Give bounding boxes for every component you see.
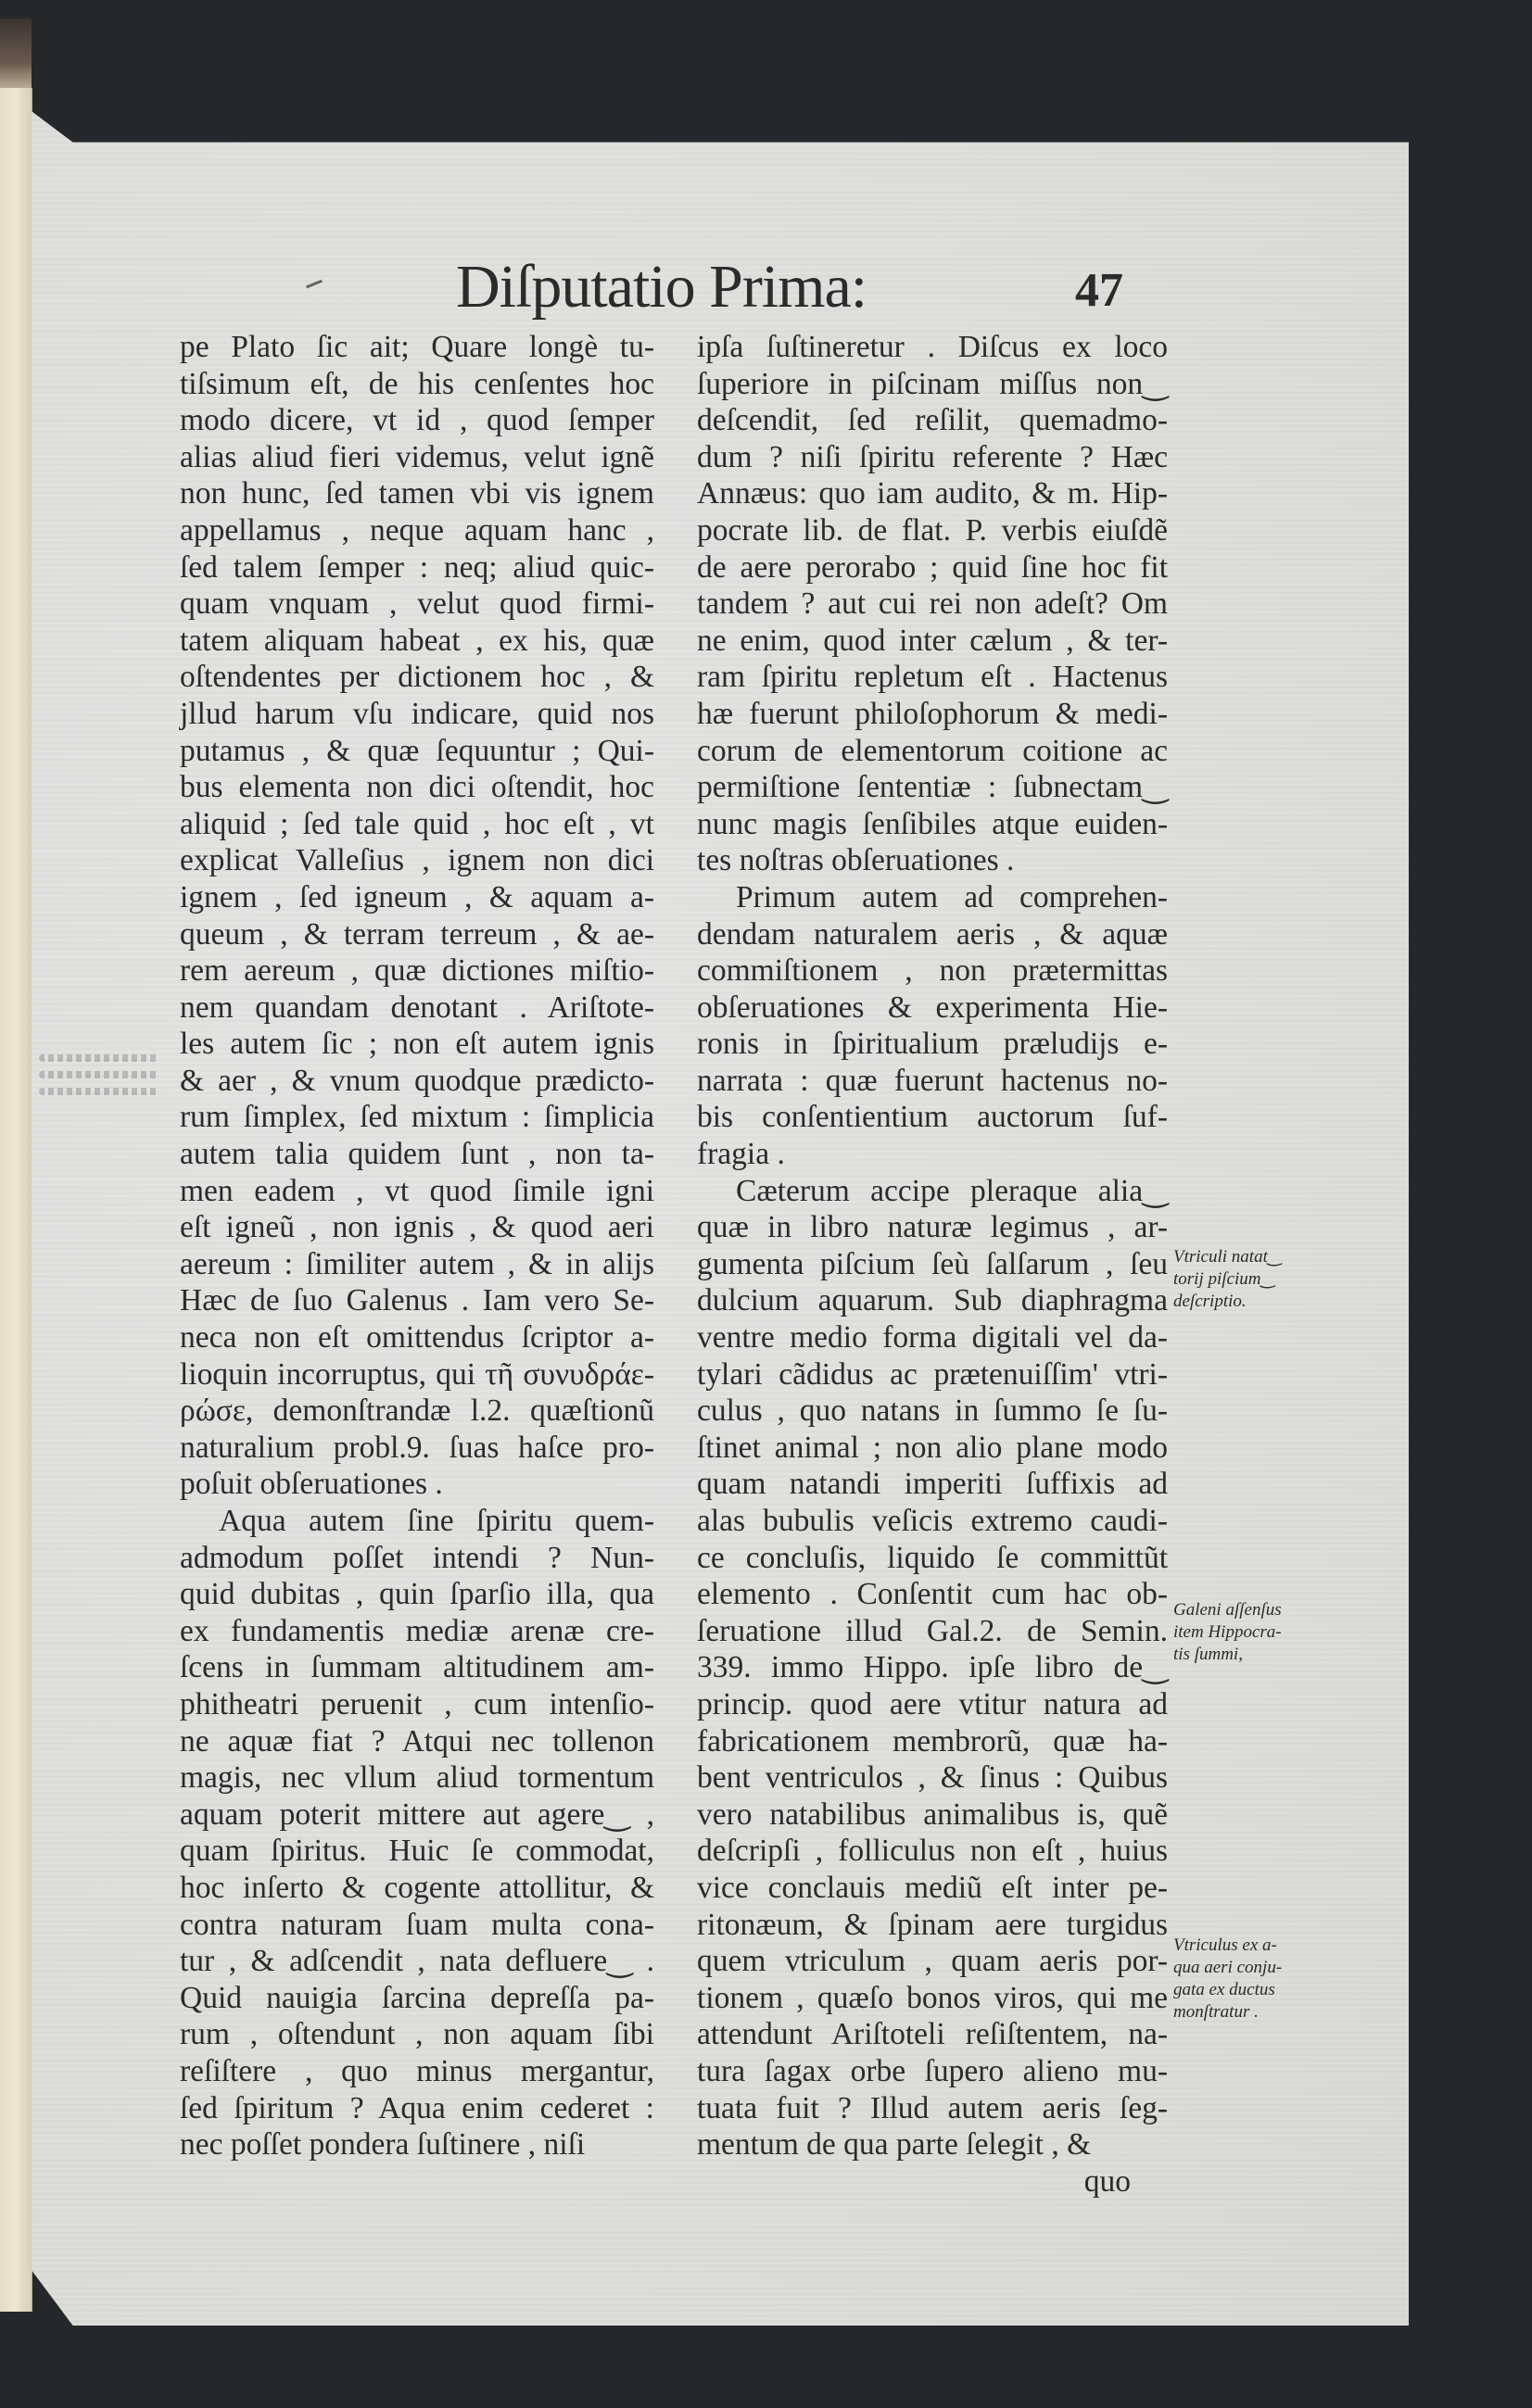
- text-line: ram ſpiritu repletum eſt . Hactenus: [697, 660, 1168, 695]
- text-line: corum de elementorum coitione ac: [697, 733, 1168, 768]
- text-line: putamus , & quæ ſequuntur ; Qui-: [180, 733, 654, 768]
- text-line: ρώσε, demonſtrandæ l.2. quæſtionũ: [180, 1393, 654, 1429]
- text-line: contra naturam ſuam multa cona-: [180, 1907, 654, 1942]
- margin-note: [1173, 1599, 1331, 1666]
- text-line: ne aquæ fiat ? Atqui nec tollenon: [180, 1723, 654, 1759]
- text-line: culus , quo natans in ſummo ſe ſu-: [697, 1393, 1168, 1429]
- text-line: tatem aliquam habeat , ex his, quæ: [180, 623, 654, 658]
- margin-note-line: tis ſummi,: [1173, 1645, 1243, 1664]
- text-line: reſiſtere , quo minus mergantur,: [180, 2053, 654, 2088]
- text-line: tylari cãdidus ac prætenuiſſim' vtri-: [697, 1356, 1168, 1392]
- text-line: permiſtione ſententiæ : ſubnectam‿: [697, 770, 1168, 805]
- margin-note: [1173, 1935, 1331, 2023]
- text-line: pocrate lib. de flat. P. verbis eiuſdẽ: [697, 512, 1168, 548]
- text-line: princip. quod aere vtitur natura ad: [697, 1686, 1168, 1721]
- text-line: non hunc, ſed tamen vbi vis ignem: [180, 476, 654, 511]
- text-line: attendunt Ariſtoteli reſiſtentem, na-: [697, 2017, 1168, 2052]
- text-line: hæ fuerunt philoſophorum & medi-: [697, 696, 1168, 731]
- text-line: jllud harum vſu indicare, quid nos: [180, 696, 654, 731]
- bleed-through-marks: [39, 1045, 159, 1110]
- text-line: tandem ? aut cui rei non adeſt? Om: [697, 586, 1168, 622]
- text-line: fabricationem membrorũ, quæ ha-: [697, 1723, 1168, 1759]
- text-line: hoc inſerto & cogente attollitur, &: [180, 1870, 654, 1905]
- text-line: obſeruationes & experimenta Hie-: [697, 990, 1168, 1025]
- text-line: tionem , quæſo bonos viros, qui me: [697, 1980, 1168, 2015]
- text-line: magis, nec vllum aliud tormentum: [180, 1760, 654, 1796]
- text-line: quid dubitas , quin ſparſio illa, qua: [180, 1577, 654, 1612]
- text-line: dum ? niſi ſpiritu referente ? Hæc: [697, 439, 1168, 474]
- text-line: tur , & adſcendit , nata defluere‿ .: [180, 1944, 654, 1979]
- text-line: eſt igneũ , non ignis , & quod aeri: [180, 1210, 654, 1245]
- text-line: phitheatri peruenit , cum intenſio-: [180, 1686, 654, 1721]
- text-line: explicat Valleſius , ignem non dici: [180, 843, 654, 878]
- text-line: bent ventriculos , & ſinus : Quibus: [697, 1760, 1168, 1796]
- text-line: tuata fuit ? Illud autem aeris ſeg-: [697, 2090, 1168, 2125]
- text-line: Aqua autem ſine ſpiritu quem-: [219, 1504, 654, 1538]
- margin-note-line: qua aeri conju-: [1173, 1958, 1283, 1977]
- text-line: commiſtionem , non prætermittas: [697, 953, 1168, 989]
- text-line: ronis in ſpiritualium præludijs e-: [697, 1027, 1168, 1062]
- text-line: oſtendentes per dictionem hoc , &: [180, 660, 654, 695]
- text-line: rum , oſtendunt , non aquam ſibi: [180, 2017, 654, 2052]
- text-line: tes noſtras obſeruationes .: [697, 843, 1015, 878]
- text-line: vero natabilibus animalibus is, quẽ: [697, 1797, 1168, 1832]
- text-line: Hæc de ſuo Galenus . Iam vero Se-: [180, 1283, 654, 1318]
- text-line: ſed ſpiritum ? Aqua enim cederet :: [180, 2090, 654, 2125]
- text-line: quam vnquam , velut quod firmi-: [180, 586, 654, 622]
- text-line: ce concluſis, liquido ſe committũt: [697, 1540, 1168, 1575]
- text-line: men eadem , vt quod ſimile igni: [180, 1173, 654, 1208]
- left-text-column: [180, 329, 654, 2163]
- text-line: elemento . Conſentit cum hac ob-: [697, 1577, 1168, 1612]
- text-line: lioquin incorruptus, qui τῆ συνυδράε-: [180, 1356, 654, 1392]
- text-line: dendam naturalem aeris , & aquæ: [697, 916, 1168, 952]
- book-spine-top: [0, 19, 32, 93]
- margin-note-line: monſtratur .: [1173, 2002, 1259, 2022]
- text-line: admodum poſſet intendi ? Nun-: [180, 1540, 654, 1575]
- text-line: ſuperiore in piſcinam miſſus non‿: [697, 366, 1168, 401]
- text-line: aereum : ſimiliter autem , & in alijs: [180, 1246, 654, 1281]
- text-line: 339. immo Hippo. ipſe libro de‿: [697, 1650, 1168, 1685]
- text-line: autem talia quidem ſunt , non ta-: [180, 1137, 654, 1172]
- margin-note: [1173, 1246, 1331, 1313]
- text-line: quam natandi imperiti ſuffixis ad: [697, 1467, 1168, 1502]
- text-line: quæ in libro naturæ legimus , ar-: [697, 1210, 1168, 1245]
- text-line: narrata : quæ fuerunt hactenus no-: [697, 1063, 1168, 1098]
- text-line: quem vtriculum , quam aeris por-: [697, 1944, 1168, 1979]
- text-line: vice conclauis mediũ eſt inter pe-: [697, 1870, 1168, 1905]
- margin-note-line: torij piſcium‿: [1173, 1269, 1275, 1289]
- text-line: alas bubulis veſicis extremo caudi-: [697, 1504, 1168, 1538]
- text-line: naturalium probl.9. ſuas haſce pro-: [180, 1430, 654, 1465]
- text-line: ritonæum, & ſpinam aere turgidus: [697, 1907, 1168, 1942]
- text-line: fragia .: [697, 1137, 785, 1172]
- text-line: bus elementa non dici oſtendit, hoc: [180, 770, 654, 805]
- text-line: ventre medio forma digitali vel da-: [697, 1320, 1168, 1355]
- text-line: nec poſſet pondera ſuſtinere , niſi: [180, 2127, 586, 2162]
- text-line: ſtinet animal ; non alio plane modo: [697, 1430, 1168, 1465]
- text-line: appellamus , neque aquam hanc ,: [180, 512, 654, 548]
- text-line: ex fundamentis mediæ arenæ cre-: [180, 1613, 654, 1648]
- text-line: rum ſimplex, ſed mixtum : ſimplicia: [180, 1100, 654, 1135]
- text-line: pe Plato ſic ait; Quare longè tu-: [180, 330, 654, 364]
- text-line: ſcens in ſummam altitudinem am-: [180, 1650, 654, 1685]
- text-line: deſcendit, ſed reſilit, quemadmo-: [697, 403, 1168, 438]
- text-line: ſeruatione illud Gal.2. de Semin.: [697, 1613, 1168, 1648]
- text-line: mentum de qua parte ſelegit , &: [697, 2127, 1092, 2162]
- running-header: [456, 248, 1123, 326]
- text-line: Quid nauigia ſarcina depreſſa pa-: [180, 1980, 654, 2015]
- page-title: Diſputatio Prima:: [456, 253, 867, 321]
- catchword: quo: [1083, 2163, 1131, 2199]
- text-line: ne enim, quod inter cælum , & ter-: [697, 623, 1168, 658]
- text-line: Cæterum accipe pleraque alia‿: [736, 1173, 1168, 1208]
- text-line: & aer , & vnum quodque prædicto-: [180, 1063, 654, 1098]
- text-line: nem quandam denotant . Ariſtote-: [180, 990, 654, 1025]
- margin-note-line: deſcriptio.: [1173, 1292, 1247, 1311]
- text-line: Annæus: quo iam audito, & m. Hip-: [697, 476, 1168, 511]
- text-line: de aere perorabo ; quid ſine hoc fit: [697, 549, 1168, 585]
- text-line: quam ſpiritus. Huic ſe commodat,: [180, 1834, 654, 1869]
- margin-note-line: gata ex ductus: [1173, 1980, 1275, 1999]
- right-text-column: [697, 329, 1168, 2200]
- text-line: ipſa ſuſtineretur . Diſcus ex loco: [697, 330, 1168, 364]
- text-line: gumenta piſcium ſeù ſalſarum , ſeu: [697, 1246, 1168, 1281]
- margin-note-line: Vtriculus ex a-: [1173, 1935, 1277, 1955]
- text-line: les autem ſic ; non eſt autem ignis: [180, 1027, 654, 1062]
- book-spine-edge: [0, 88, 32, 2312]
- margin-note-line: item Hippocra-: [1173, 1622, 1282, 1642]
- text-line: Primum autem ad comprehen-: [736, 879, 1168, 914]
- text-line: bis conſentientium auctorum ſuf-: [697, 1100, 1168, 1135]
- text-line: deſcripſi , folliculus non eſt , huius: [697, 1834, 1168, 1869]
- text-line: queum , & terram terreum , & ae-: [180, 916, 654, 952]
- text-line: ignem , ſed igneum , & aquam a-: [180, 879, 654, 914]
- text-line: alias aliud fieri videmus, velut ignẽ: [180, 439, 654, 474]
- text-line: tura ſagax orbe ſupero alieno mu-: [697, 2053, 1168, 2088]
- text-line: nunc magis ſenſibiles atque euiden-: [697, 806, 1168, 841]
- margin-note-line: Vtriculi natat‿: [1173, 1247, 1283, 1267]
- text-line: tiſsimum eſt, de his cenſentes hoc: [180, 366, 654, 401]
- text-line: neca non eſt omittendus ſcriptor a-: [180, 1320, 654, 1355]
- text-line: modo dicere, vt id , quod ſemper: [180, 403, 654, 438]
- text-line: aliquid ; ſed tale quid , hoc eſt , vt: [180, 806, 654, 841]
- text-line: aquam poterit mittere aut agere‿ ,: [180, 1797, 654, 1832]
- text-line: dulcium aquarum. Sub diaphragma: [697, 1283, 1168, 1318]
- text-line: rem aereum , quæ dictiones miſtio-: [180, 953, 654, 989]
- margin-note-line: Galeni aſſenſus: [1173, 1600, 1282, 1620]
- text-line: ſed talem ſemper : neq; aliud quic-: [180, 549, 654, 585]
- text-line: poſuit obſeruationes .: [180, 1467, 443, 1502]
- page-number: 47: [1075, 264, 1123, 317]
